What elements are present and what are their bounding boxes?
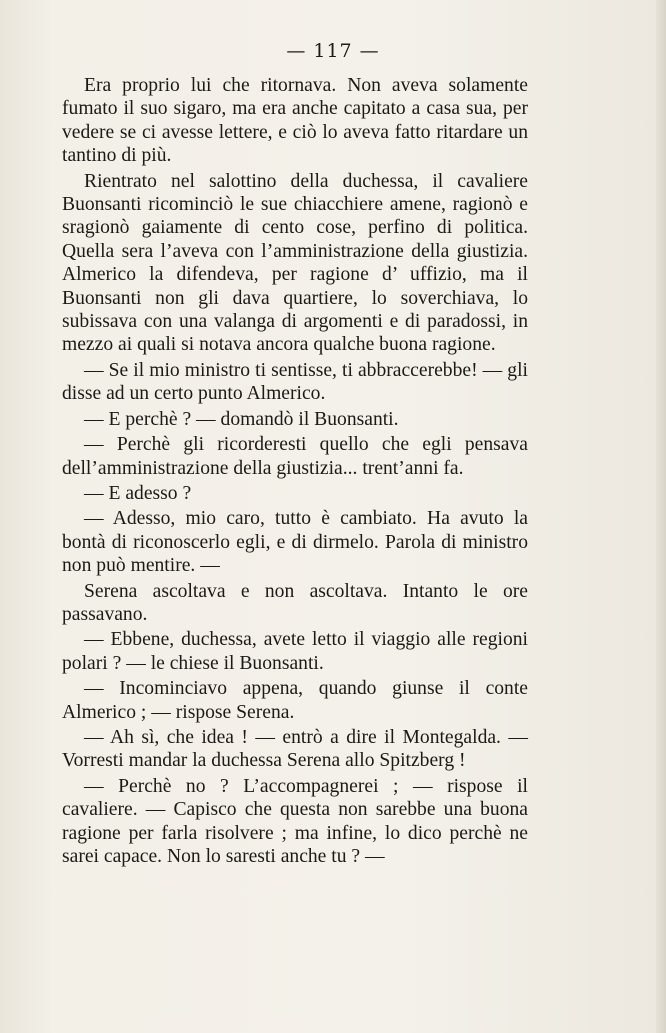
body-text xyxy=(62,74,528,868)
dialogue-line: — E adesso ? xyxy=(84,482,192,504)
dialogue-line: — Incominciavo appena, quando giunse il conte Almerico ; — rispose Serena. xyxy=(62,678,528,723)
page-edge xyxy=(656,0,666,1033)
dialogue-line: — Se il mio ministro ti sentisse, ti abbraccerebbe! — gli disse ad un certo punto Almerico. xyxy=(62,359,528,405)
dialogue-line: — E perchè ? — domandò il Buonsanti. xyxy=(84,408,399,430)
dialogue-line: — Ah sì, che idea ! — entrò a dire il Montegalda. — Vorresti mandar la duchessa Serena allo Spitzberg ! xyxy=(62,726,528,772)
paragraph: Era proprio lui che ritornava. Non aveva solamente fumato il suo sigaro, ma era anche capitato a casa sua, per vedere se ci avesse lettere, e ciò lo aveva fatto ritardare un tantino di più. xyxy=(62,75,528,167)
paragraph: Rientrato nel salottino della duchessa, il cavaliere Buonsanti ricominciò le sue chiacchiere amene, ragionò e sragionò gaiamente di cento cose, perfino di politica. Quella sera l’aveva con l’amministrazione della giustizia. Almerico la difendeva, per ragione d’ uffizio, ma il Buonsanti non gli dava quartiere, lo soverchiava, lo subissava con una valanga di argomenti e di paradossi, in mezzo ai quali si notava ancora qualche buona ragione. xyxy=(62,170,528,356)
dialogue-line: — Adesso, mio caro, tutto è cambiato. Ha avuto la bontà di riconoscerlo egli, e di dirmelo. Parola di ministro non può mentire. — xyxy=(62,508,528,577)
dialogue-line: — Perchè no ? L’accompagnerei ; — rispose il cavaliere. — Capisco che questa non sarebbe una buona ragione per farla risolvere ; ma infine, lo dico perchè ne sarei capace. Non lo saresti anche tu ? — xyxy=(62,775,528,867)
page-number: — 117 — xyxy=(286,40,380,62)
dialogue-line: — Perchè gli ricorderesti quello che egli pensava dell’amministrazione della giustizia... trent’anni fa. xyxy=(62,434,528,479)
paragraph: Serena ascoltava e non ascoltava. Intanto le ore passavano. xyxy=(62,580,528,625)
dialogue-line: — Ebbene, duchessa, avete letto il viaggio alle regioni polari ? — le chiese il Buonsanti. xyxy=(62,629,528,674)
